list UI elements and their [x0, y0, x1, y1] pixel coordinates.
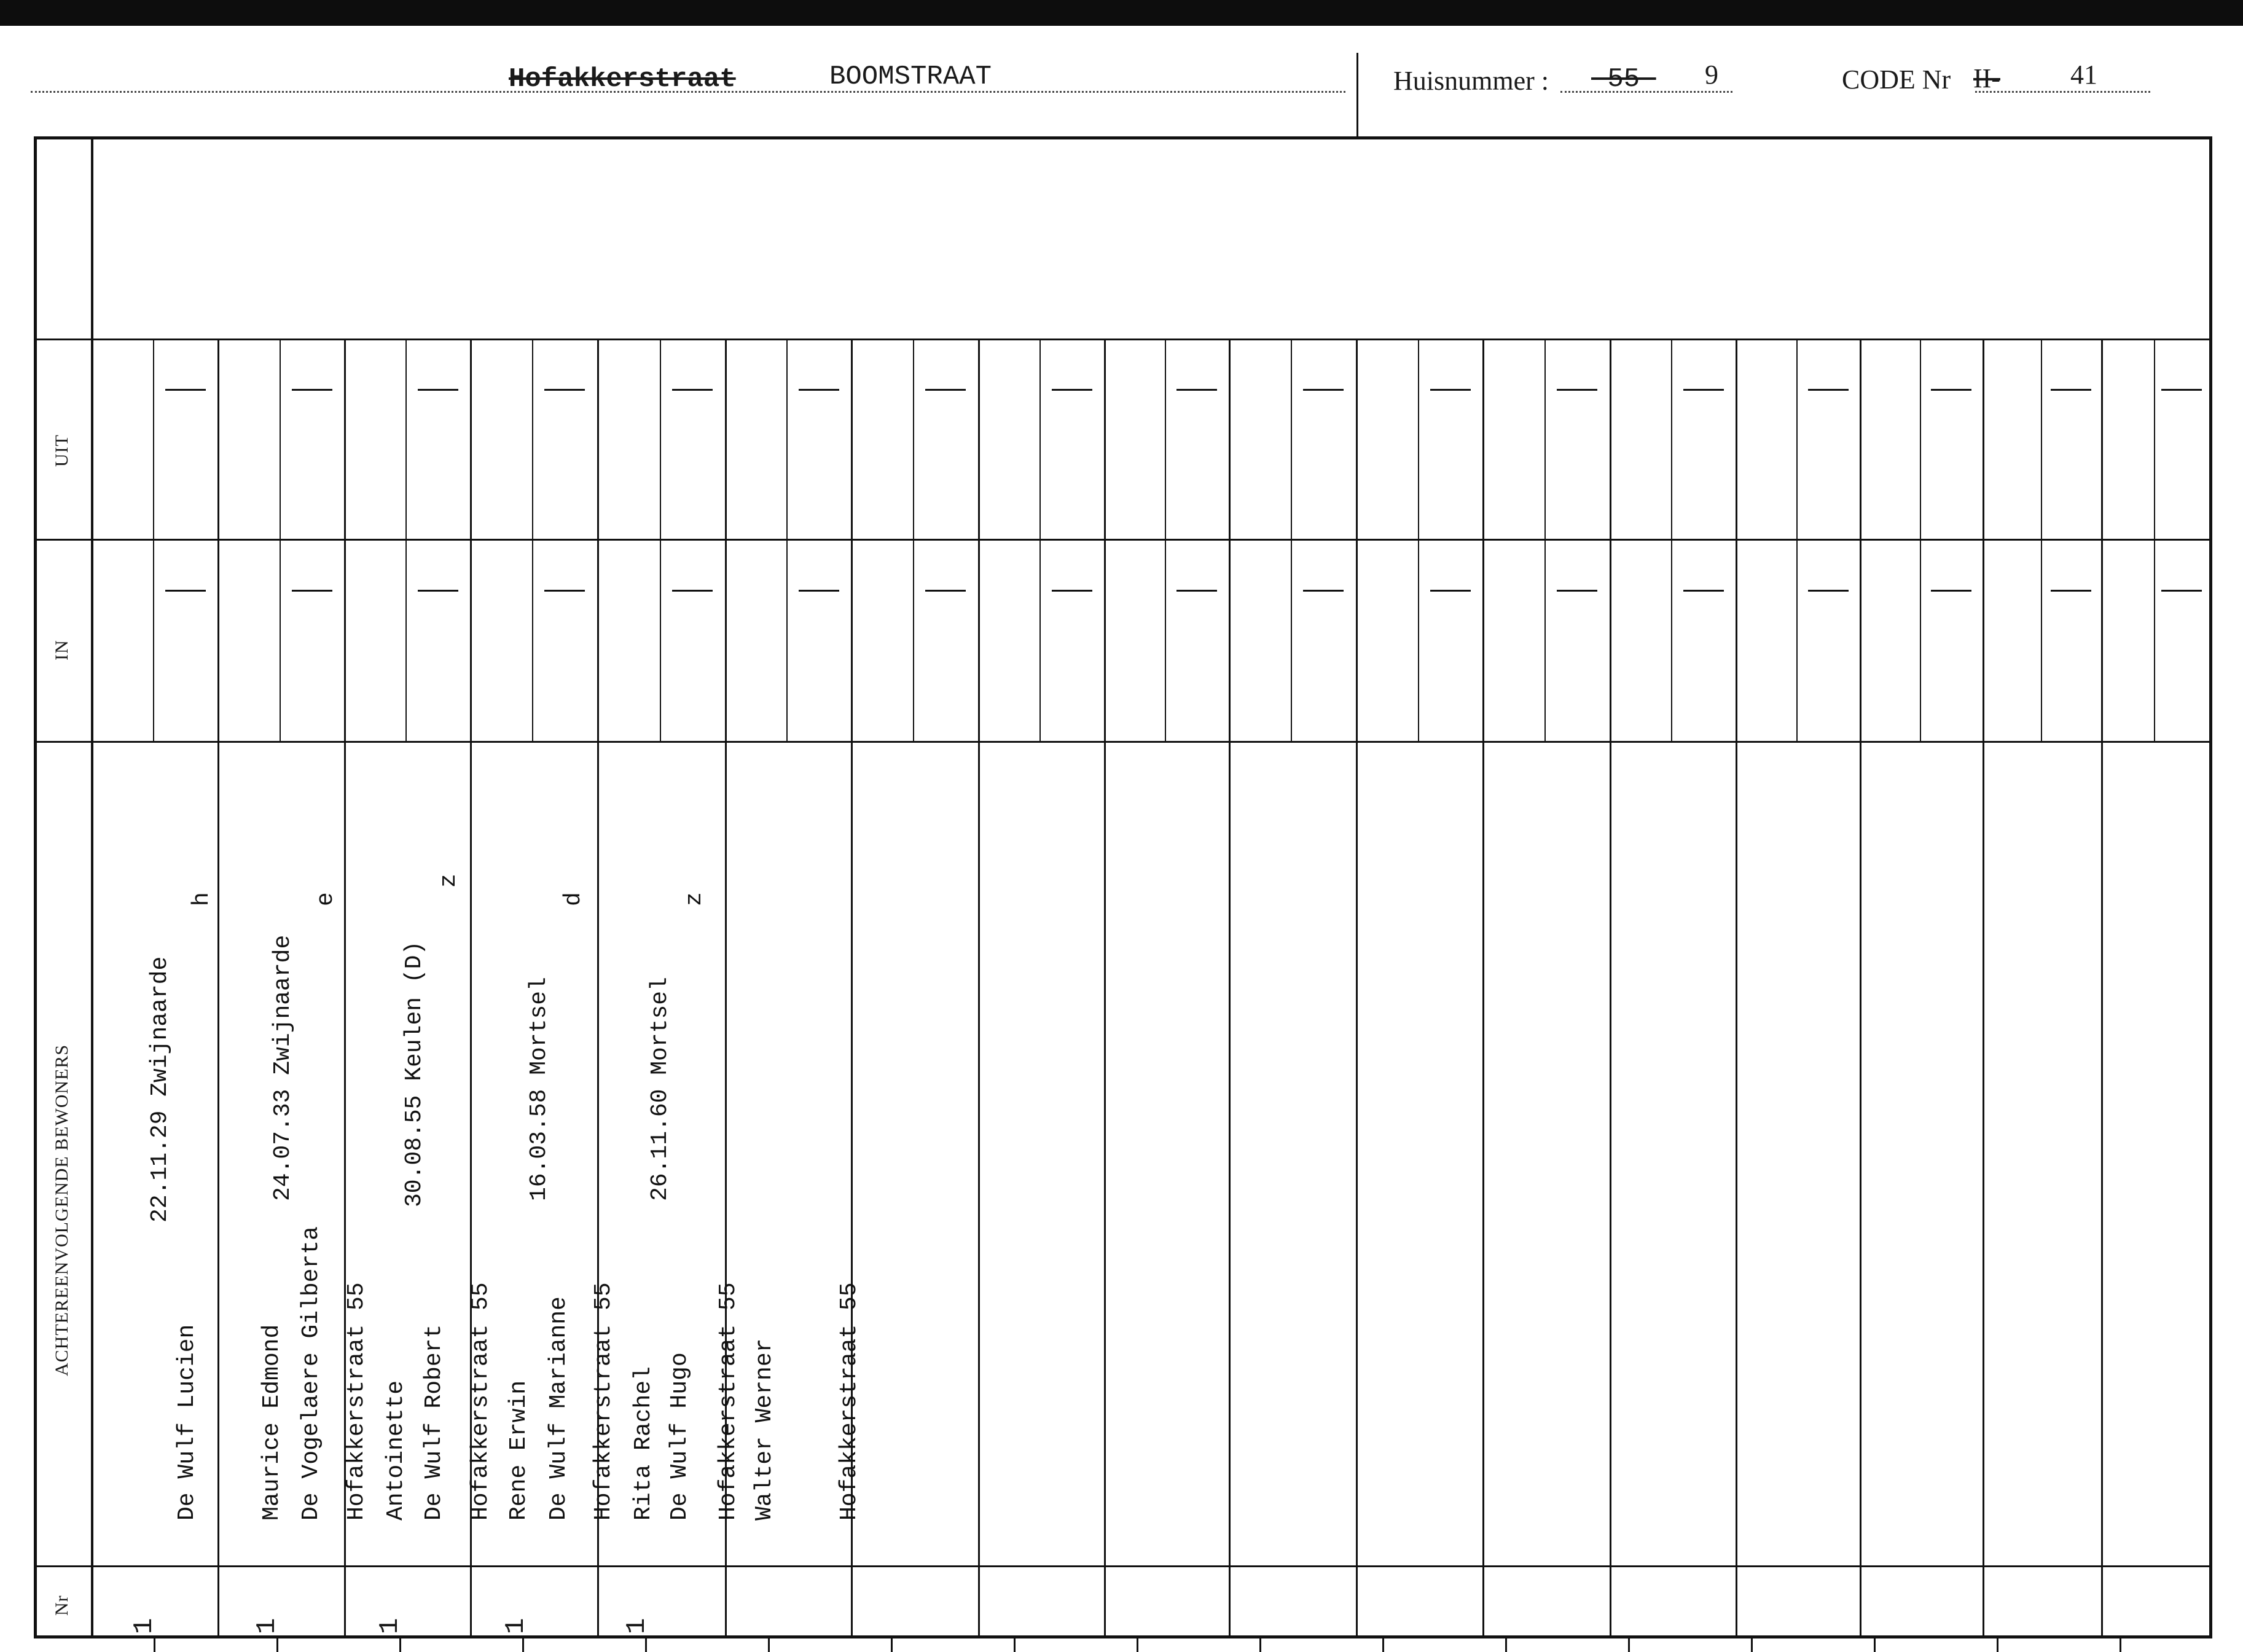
date-placeholder-dash	[1430, 590, 1471, 592]
resident-3-name-line2: Rene Erwin	[506, 1380, 532, 1521]
bottom-tick	[522, 1635, 524, 1652]
sub-column-line	[2154, 339, 2155, 741]
label-uit: UIT	[52, 434, 72, 467]
date-placeholder-dash	[292, 590, 332, 592]
resident-3-name-line1: De Wulf Robert	[421, 1324, 447, 1521]
row-divider-residents	[34, 741, 2212, 743]
resident-1-nr: 1	[129, 1618, 160, 1634]
bottom-tick	[1137, 1635, 1138, 1652]
date-placeholder-dash	[1052, 389, 1092, 391]
date-placeholder-dash	[544, 389, 585, 391]
code-new: 41	[2070, 60, 2097, 90]
row-divider-uit	[34, 339, 2212, 340]
resident-1-code: h	[189, 892, 215, 906]
resident-2-name-line1: De Vogelaere Gilberta	[298, 1226, 324, 1521]
sub-column-line	[280, 339, 281, 741]
sub-column-line	[1671, 339, 1672, 741]
resident-3-birth: 30.08.55 Keulen (D)	[401, 941, 428, 1207]
row-divider-in	[34, 539, 2212, 541]
sub-column-line	[405, 339, 407, 741]
date-placeholder-dash	[1931, 590, 1971, 592]
sub-column-line	[153, 339, 154, 741]
resident-1-name-line2: Maurice Edmond	[259, 1324, 285, 1521]
column-line	[1736, 339, 1737, 1638]
date-placeholder-dash	[672, 590, 713, 592]
resident-5-address: Hofakkerstraat 55	[836, 1282, 863, 1521]
street-old: Hofakkerstraat	[509, 64, 736, 95]
bottom-tick	[1628, 1635, 1630, 1652]
date-placeholder-dash	[1303, 590, 1344, 592]
date-placeholder-dash	[1176, 389, 1217, 391]
resident-4-name-line1: De Wulf Marianne	[546, 1296, 572, 1521]
code-dotted-line	[1975, 91, 2150, 93]
resident-1-name-line1: De Wulf Lucien	[174, 1324, 200, 1521]
bottom-tick	[1505, 1635, 1507, 1652]
date-placeholder-dash	[1931, 389, 1971, 391]
date-placeholder-dash	[2051, 389, 2091, 391]
date-placeholder-dash	[799, 590, 839, 592]
date-placeholder-dash	[1683, 389, 1724, 391]
sub-column-line	[913, 339, 914, 741]
resident-4-name-line2: Rita Rachel	[630, 1366, 657, 1521]
label-residents: ACHTEREENVOLGENDE BEWONERS	[52, 1044, 72, 1376]
house-number-label: Huisnummer :	[1393, 66, 1549, 96]
column-line	[1860, 339, 1861, 1638]
date-placeholder-dash	[165, 590, 206, 592]
bottom-tick	[1382, 1635, 1384, 1652]
date-placeholder-dash	[672, 389, 713, 391]
column-line	[1983, 339, 1984, 1638]
date-placeholder-dash	[544, 590, 585, 592]
sub-column-line	[1291, 339, 1292, 741]
bottom-tick	[1874, 1635, 1876, 1652]
header-divider	[1356, 53, 1358, 136]
resident-2-birth: 24.07.33 Zwijnaarde	[270, 934, 296, 1201]
bottom-tick	[399, 1635, 401, 1652]
date-placeholder-dash	[292, 389, 332, 391]
resident-3-code: z	[436, 874, 462, 888]
sub-column-line	[1165, 339, 1166, 741]
grid-bottom	[34, 1635, 2212, 1638]
scan-border	[0, 0, 2243, 26]
column-line	[1610, 339, 1611, 1638]
bottom-tick	[154, 1635, 155, 1652]
resident-3-address: Hofakkerstraat 55	[590, 1282, 617, 1521]
column-line	[978, 339, 980, 1638]
column-line	[1104, 339, 1106, 1638]
row-divider-nr	[34, 1565, 2212, 1567]
date-placeholder-dash	[418, 389, 458, 391]
sub-column-line	[532, 339, 533, 741]
date-placeholder-dash	[925, 590, 966, 592]
date-placeholder-dash	[2161, 389, 2202, 391]
sub-column-line	[1039, 339, 1041, 741]
resident-2-code: e	[313, 892, 339, 906]
bottom-tick	[768, 1635, 770, 1652]
date-placeholder-dash	[1303, 389, 1344, 391]
date-placeholder-dash	[1557, 590, 1597, 592]
resident-4-address: Hofakkerstraat 55	[715, 1282, 742, 1521]
grid-right	[2209, 136, 2212, 1638]
date-placeholder-dash	[1808, 590, 1849, 592]
resident-5-birth: 26.11.60 Mortsel	[647, 977, 673, 1201]
bottom-tick	[2120, 1635, 2121, 1652]
sub-column-line	[1920, 339, 1921, 741]
bottom-tick	[276, 1635, 278, 1652]
date-placeholder-dash	[165, 389, 206, 391]
resident-entry-5	[609, 892, 949, 1521]
label-column-divider	[91, 136, 93, 1638]
code-label: CODE Nr	[1842, 65, 1951, 95]
house-number-old: -55-	[1591, 64, 1656, 95]
grid-left	[34, 136, 37, 1638]
bottom-tick	[1751, 1635, 1753, 1652]
resident-3-nr: 1	[375, 1618, 405, 1634]
sub-column-line	[786, 339, 788, 741]
date-placeholder-dash	[1557, 389, 1597, 391]
label-in: IN	[52, 640, 72, 660]
bottom-tick	[1259, 1635, 1261, 1652]
label-nr: Nr	[52, 1595, 72, 1616]
column-line	[1356, 339, 1358, 1638]
date-placeholder-dash	[418, 590, 458, 592]
sub-column-line	[1418, 339, 1419, 741]
column-line	[1229, 339, 1231, 1638]
bottom-tick	[891, 1635, 893, 1652]
resident-2-nr: 1	[252, 1618, 283, 1634]
bottom-tick	[645, 1635, 647, 1652]
resident-5-nr: 1	[622, 1618, 652, 1634]
resident-2-name-line2: Antoinette	[383, 1380, 409, 1521]
resident-1-birth: 22.11.29 Zwijnaarde	[147, 956, 173, 1223]
house-number-new: 9	[1705, 60, 1718, 90]
bottom-tick	[1014, 1635, 1016, 1652]
date-placeholder-dash	[2161, 590, 2202, 592]
resident-1-address: Hofakkerstraat 55	[343, 1282, 370, 1521]
date-placeholder-dash	[1176, 590, 1217, 592]
date-placeholder-dash	[1683, 590, 1724, 592]
street-new: BOOMSTRAAT	[829, 61, 992, 92]
sub-column-line	[660, 339, 661, 741]
grid-top	[34, 136, 2212, 139]
date-placeholder-dash	[2051, 590, 2091, 592]
date-placeholder-dash	[925, 389, 966, 391]
code-old: II-	[1973, 63, 2000, 93]
column-line	[2101, 339, 2103, 1638]
sub-column-line	[1544, 339, 1546, 741]
resident-4-nr: 1	[501, 1618, 531, 1634]
bottom-tick	[1997, 1635, 1998, 1652]
resident-4-code: d	[560, 892, 587, 906]
date-placeholder-dash	[1808, 389, 1849, 391]
date-placeholder-dash	[1052, 590, 1092, 592]
resident-4-birth: 16.03.58 Mortsel	[526, 977, 552, 1201]
resident-5-code: z	[681, 892, 708, 906]
sub-column-line	[1796, 339, 1798, 741]
sub-column-line	[2041, 339, 2042, 741]
date-placeholder-dash	[1430, 389, 1471, 391]
column-line	[1482, 339, 1484, 1638]
resident-5-name-line2: Walter Werner	[751, 1338, 778, 1521]
date-placeholder-dash	[799, 389, 839, 391]
resident-5-name-line1: De Wulf Hugo	[667, 1352, 693, 1521]
resident-2-address: Hofakkerstraat 55	[468, 1282, 494, 1521]
